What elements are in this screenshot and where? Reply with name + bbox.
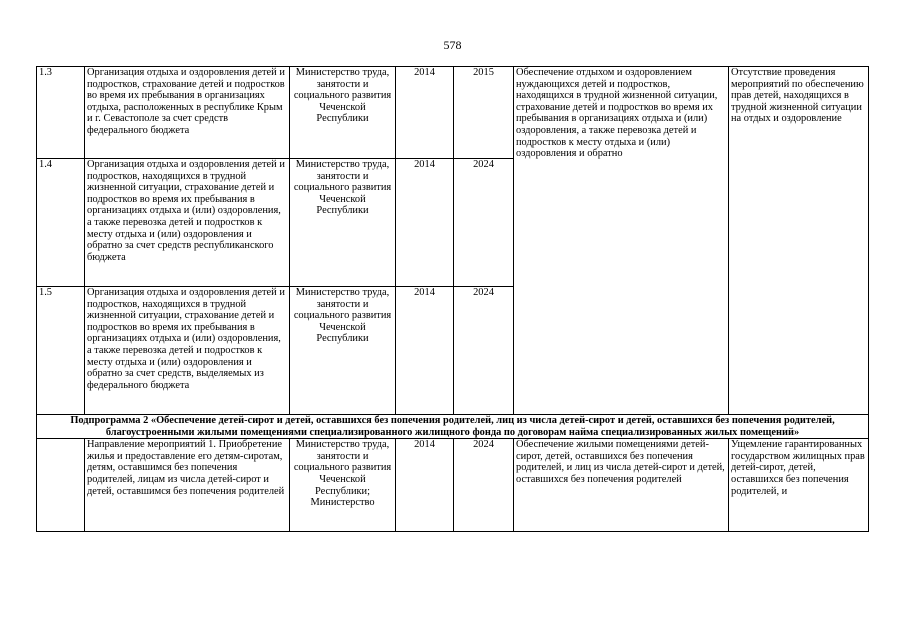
event-name: Направление мероприятий 1. Приобретение жилья и предоставление его детям-сиротам, детям, оставшимся без попечения родителей, лицам из числа детей-сирот и детей, оставшимся без попечения родителей [87, 439, 285, 497]
executor: Министерство труда, занятости и социального развития Чеченской Республики [290, 159, 396, 287]
row-number [37, 439, 85, 532]
row-number: 1.5 [37, 287, 85, 415]
page-number: 578 [443, 38, 462, 52]
start-year: 2014 [396, 287, 454, 415]
event-name: Организация отдыха и оздоровления детей и подростков, находящихся в трудной жизненной ситуации, страхование детей и подростков во время их пребывания в организациях отдыха и (или) оздоровления, а также перевозка детей и подростков к месту отдыха и (или) оздоровления и обратно за счет средств, выделяемых из федерального бюджета [85, 287, 290, 415]
row-number: 1.4 [37, 159, 85, 287]
start-year: 2014 [396, 159, 454, 287]
executor: Министерство труда, занятости и социального развития Чеченской Республики; Министерство [293, 439, 392, 509]
event-name: Организация отдыха и оздоровления детей и подростков, находящихся в трудной жизненной ситуации, страхование детей и подростков во время их пребывания в организациях отдыха и (или) оздоровления, а также перевозка детей и подростков к месту отдыха и (или) оздоровления и обратно за счет средств республиканского бюджета [85, 159, 290, 287]
program-events-table [36, 66, 869, 532]
executor: Министерство труда, занятости и социального развития Чеченской Республики [290, 67, 396, 159]
non-implementation-consequence: Ущемление гарантированных государством жилищных прав детей-сирот, детей, оставшихся без попечения родителей, и [731, 439, 865, 497]
subprogram-title: Подпрограмма 2 «Обеспечение детей-сирот и детей, оставшихся без попечения родителей, лиц из числа детей-сирот и детей, оставшихся без попечения родителей, благоустроенными жилыми помещениями специализированного жилищного фонда по договорам найма специализированных жилых помещений» [37, 415, 869, 439]
row-number: 1.3 [37, 67, 85, 159]
expected-result: Обеспечение отдыхом и оздоровлением нуждающихся детей и подростков, находящихся в трудной жизненной ситуации, страхование детей и подростков во время их пребывания в организациях отдыха и (или) оздоровления, а также перевозка детей и подростков к месту отдыха и (или) оздоровления и обратно [514, 67, 729, 415]
start-year: 2014 [396, 439, 454, 532]
end-year: 2024 [454, 159, 514, 287]
executor: Министерство труда, занятости и социального развития Чеченской Республики [290, 287, 396, 415]
non-implementation-consequence: Отсутствие проведения мероприятий по обеспечению прав детей, находящихся в трудной жизненной ситуации на отдых и оздоровление [729, 67, 869, 415]
table-row [37, 67, 869, 159]
subprogram-header-row [37, 415, 869, 439]
table-row [37, 439, 869, 532]
start-year: 2014 [396, 67, 454, 159]
event-name: Организация отдыха и оздоровления детей и подростков, страхование детей и подростков во время их пребывания в организациях отдыха, расположенных в республике Крым и г. Севастополе за счет средств федерального бюджета [85, 67, 290, 159]
end-year: 2024 [454, 287, 514, 415]
expected-result: Обеспечение жилыми помещениями детей-сирот, детей, оставшихся без попечения родителей, и лиц из числа детей-сирот и детей, оставшихся без попечения родителей [516, 439, 725, 485]
end-year: 2024 [454, 439, 514, 532]
end-year: 2015 [454, 67, 514, 159]
